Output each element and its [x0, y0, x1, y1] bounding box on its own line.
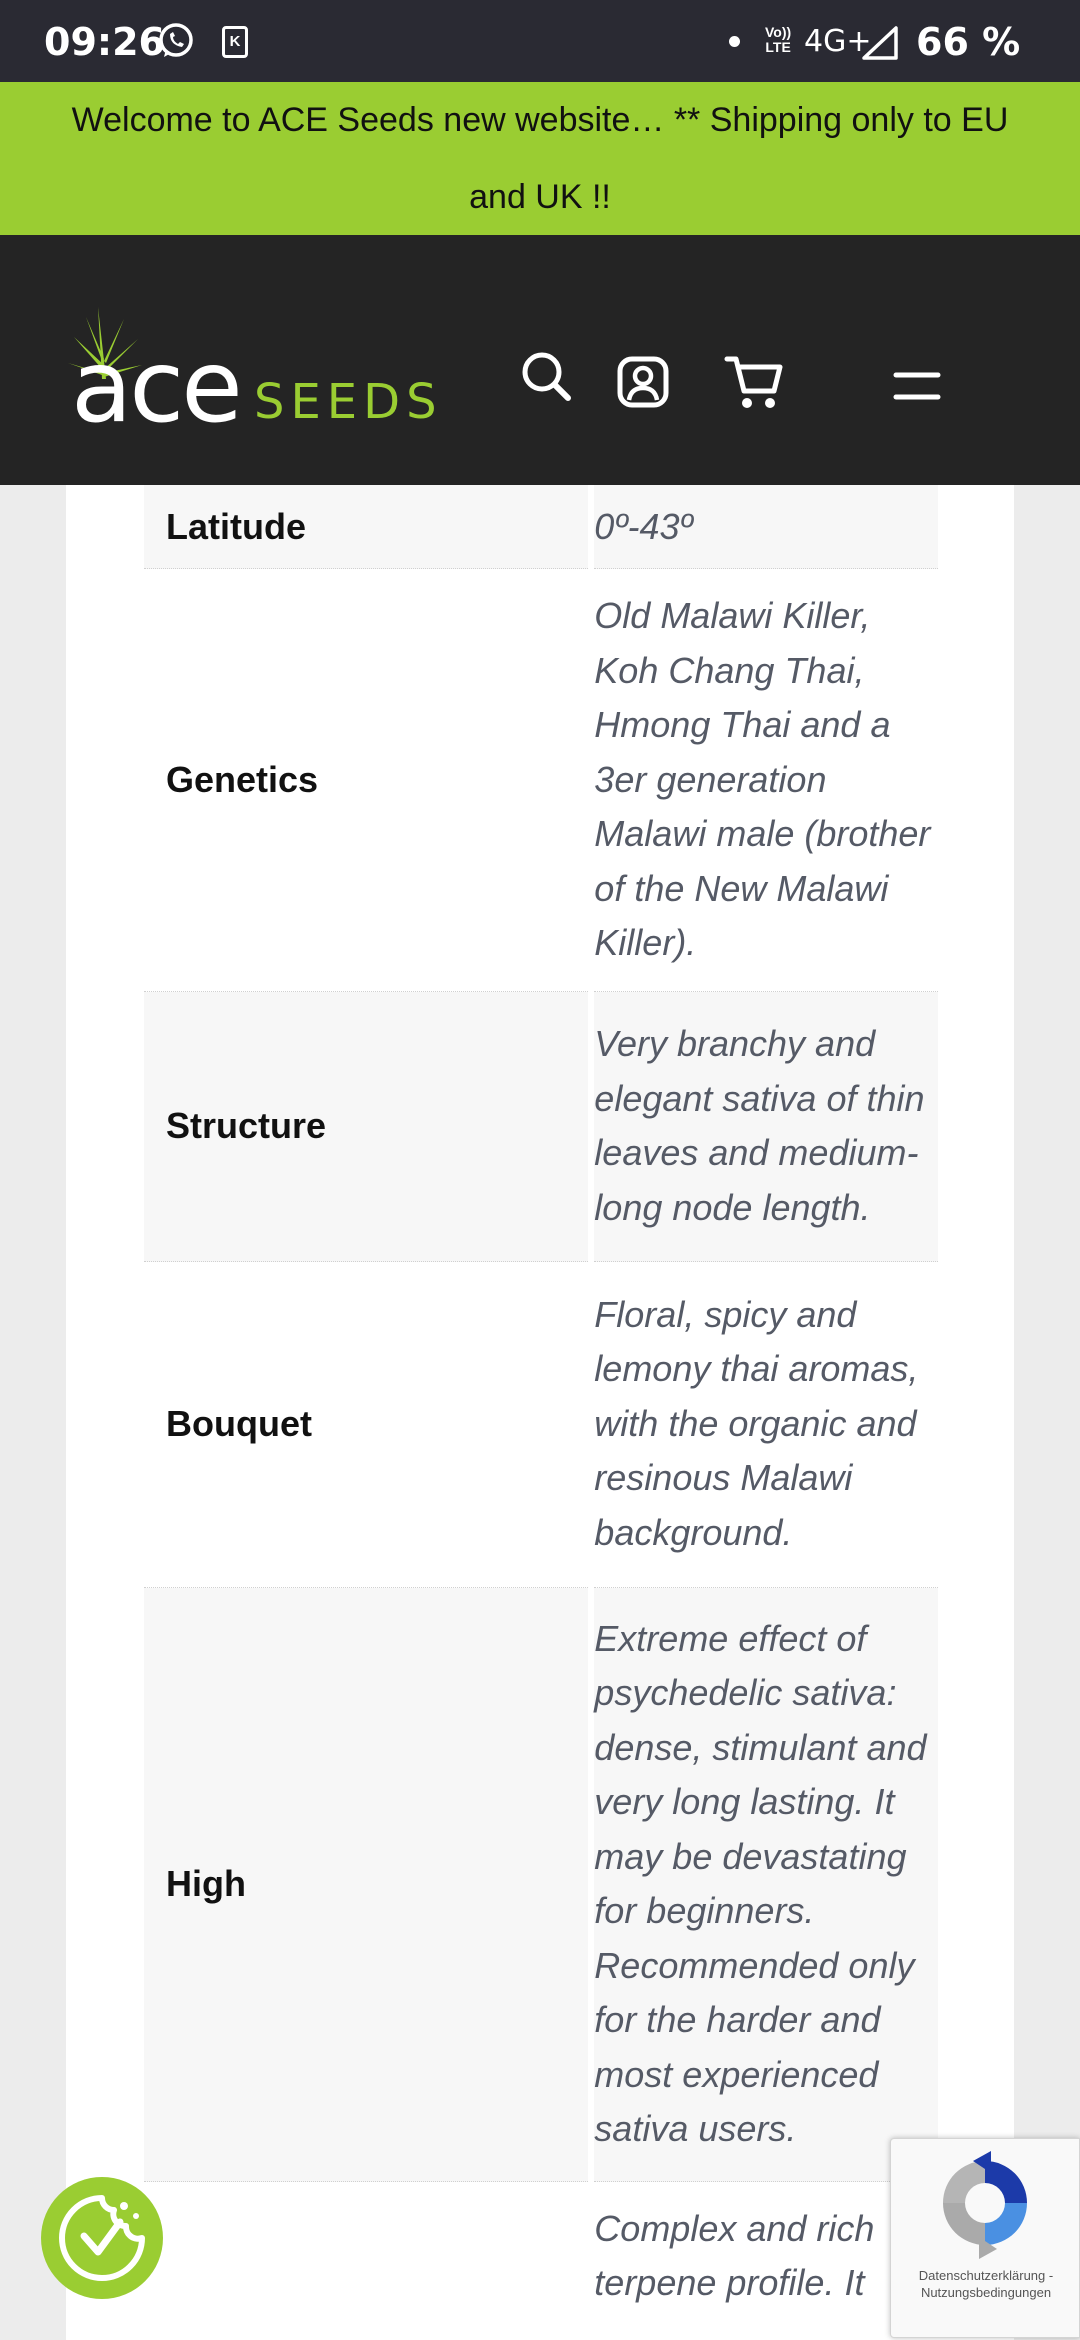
network-type: 4G+: [804, 24, 872, 59]
table-row: [144, 569, 938, 992]
spec-label: Structure: [144, 992, 588, 1262]
spec-value: Extreme effect of psychedelic sativa: dense, stimulant and very long lasting. It may be devastating for beginners. Recommended only for the harder and most experienced sativa users.: [594, 1588, 938, 2182]
spec-label: Latitude: [144, 485, 588, 569]
volte-indicator: Vo)) LTE: [765, 24, 792, 55]
spec-value: Old Malawi Killer, Koh Chang Thai, Hmong Thai and a 3er generation Malawi male (brother of the New Malawi Killer).: [594, 569, 938, 992]
product-specs-card: [66, 485, 1014, 2340]
spec-label: [144, 2182, 588, 2340]
table-row: [144, 2182, 938, 2340]
cookie-consent-button[interactable]: [41, 2177, 163, 2299]
site-header: [0, 235, 1080, 485]
k-app-icon: K: [222, 26, 248, 58]
search-icon[interactable]: [520, 350, 572, 402]
table-row: [144, 1262, 938, 1588]
table-row: [144, 1588, 938, 2182]
spec-value: Floral, spicy and lemony thai aromas, with the organic and resinous Malawi background.: [594, 1262, 938, 1588]
menu-icon[interactable]: [893, 371, 941, 401]
logo-ace-text: ace: [71, 328, 240, 445]
whatsapp-icon: [156, 21, 196, 61]
battery-level: 66 %: [916, 20, 1021, 64]
announcement-text: Welcome to ACE Seeds new website… ** Shipping only to EU and UK !!: [71, 101, 1009, 216]
spec-label: Genetics: [144, 569, 588, 992]
notification-dot: [729, 36, 740, 47]
cookie-check-icon: [56, 2192, 148, 2284]
table-row: [144, 485, 938, 569]
status-time: 09:26: [44, 20, 165, 64]
spec-value: Very branchy and elegant sativa of thin leaves and medium-long node length.: [594, 992, 938, 1262]
recaptcha-badge[interactable]: [890, 2138, 1080, 2338]
recaptcha-links[interactable]: Datenschutzerklärung - Nutzungsbedingungen: [918, 2268, 1054, 2300]
spec-label: High: [144, 1588, 588, 2182]
table-row: [144, 992, 938, 1262]
account-icon[interactable]: [617, 356, 669, 408]
signal-icon: [862, 26, 898, 60]
ace-seeds-logo[interactable]: [66, 299, 443, 445]
status-bar: [0, 0, 1080, 82]
recaptcha-icon: [933, 2151, 1037, 2259]
spec-label: Bouquet: [144, 1262, 588, 1588]
specs-table: [138, 485, 944, 2340]
spec-value: Complex and rich terpene profile. It: [594, 2182, 938, 2340]
spec-value: 0º-43º: [594, 485, 938, 569]
announcement-banner: [0, 82, 1080, 235]
logo-seeds-text: SEEDS: [254, 374, 443, 430]
cart-icon[interactable]: [724, 353, 784, 413]
